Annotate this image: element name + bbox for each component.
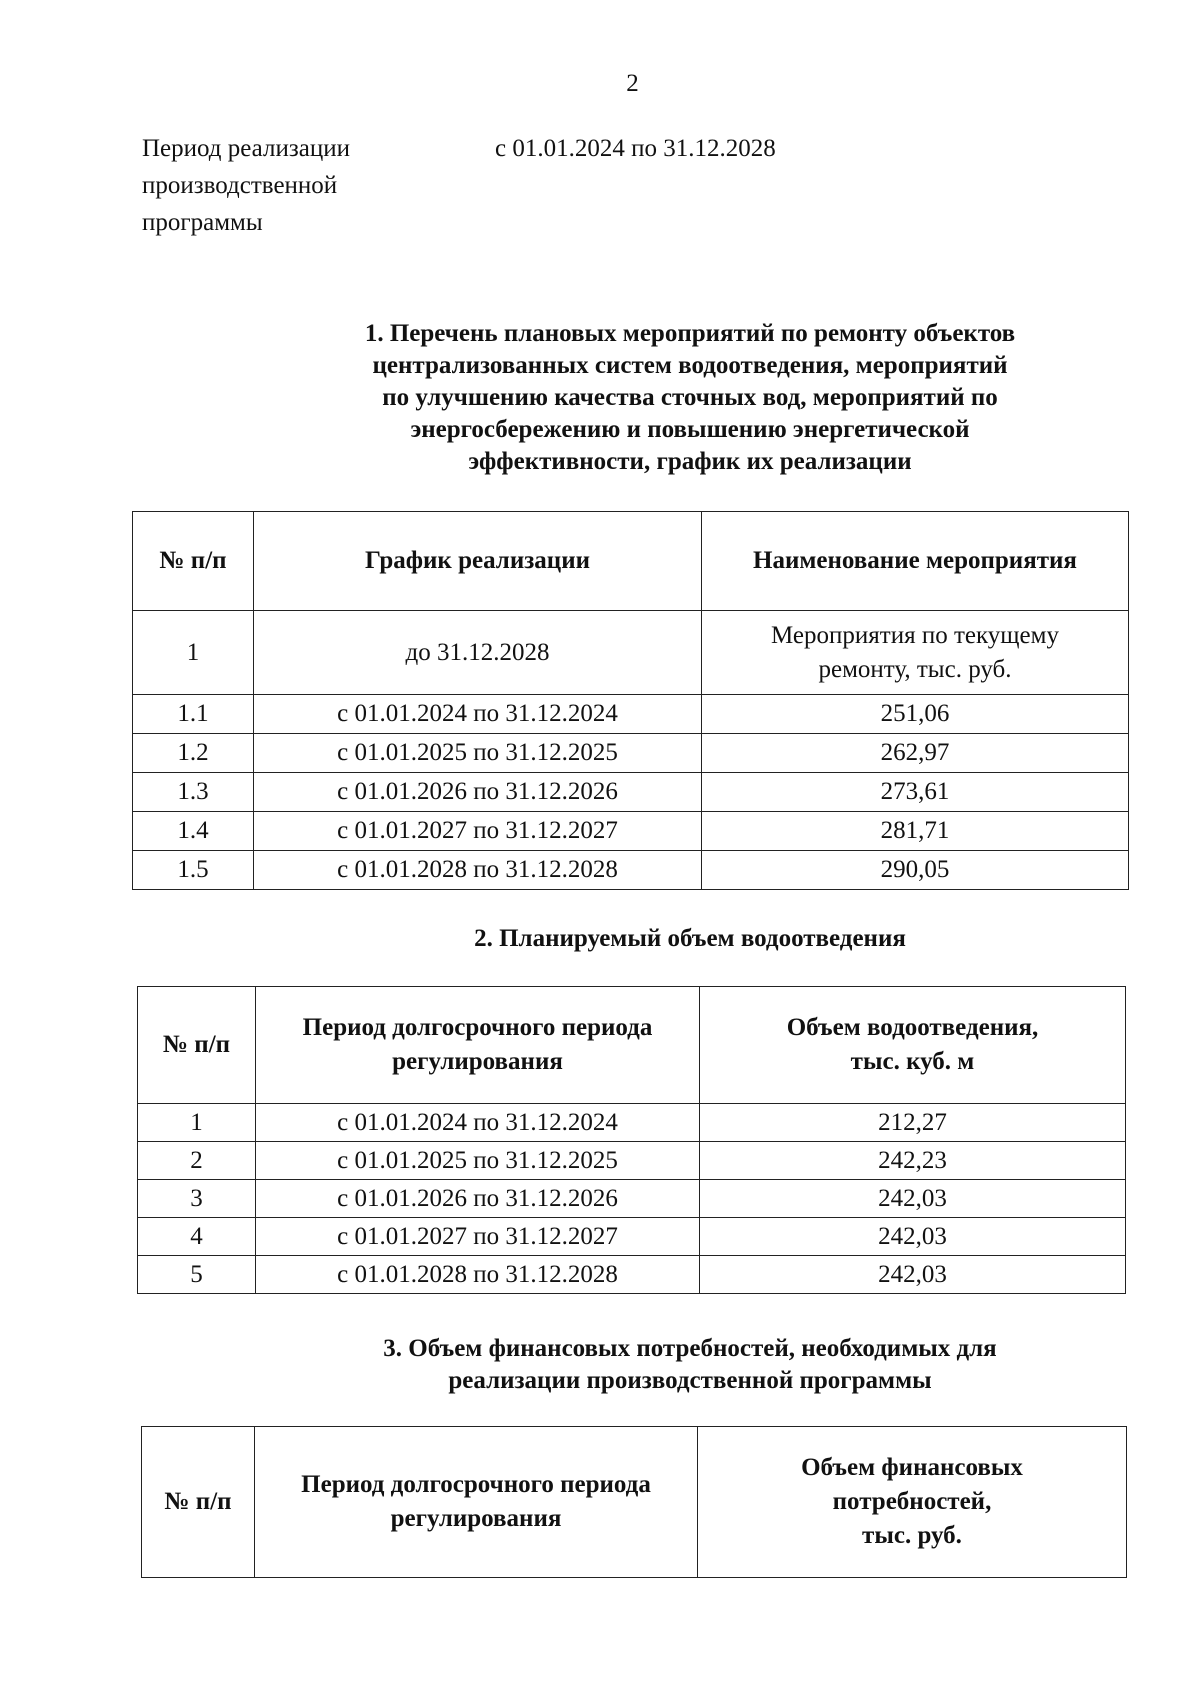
header-volume xyxy=(700,987,1126,1104)
table-row xyxy=(138,1256,1126,1294)
section3-title-line: реализации производственной программы xyxy=(448,1367,932,1394)
row-value: 242,23 xyxy=(700,1142,1126,1180)
row-num: 1.4 xyxy=(133,812,254,851)
section3-title xyxy=(120,1333,1200,1397)
table-row xyxy=(138,1218,1126,1256)
header-num: № п/п xyxy=(142,1427,255,1578)
row-event-name xyxy=(702,611,1129,695)
table-row xyxy=(133,734,1129,773)
section1-title-line: централизованных систем водоотведения, мероприятий xyxy=(372,352,1008,379)
header-period-line: Период долгосрочного периода xyxy=(302,1014,653,1041)
header-period xyxy=(256,987,700,1104)
section1-title-line: энергосбережению и повышению энергетической xyxy=(410,416,970,443)
row-num: 1 xyxy=(133,611,254,695)
row-schedule: с 01.01.2024 по 31.12.2024 xyxy=(254,695,702,734)
section2-table xyxy=(137,986,1126,1294)
table-header-row xyxy=(138,987,1126,1104)
row-schedule: с 01.01.2026 по 31.12.2026 xyxy=(254,773,702,812)
row-value: 251,06 xyxy=(702,695,1129,734)
header-volume-line: Объем водоотведения, xyxy=(786,1014,1039,1041)
header-period-line: регулирования xyxy=(390,1505,562,1532)
table-header-row xyxy=(142,1427,1127,1578)
row-value: 242,03 xyxy=(700,1218,1126,1256)
header-finance xyxy=(698,1427,1127,1578)
row-num: 1.1 xyxy=(133,695,254,734)
period-label-line: программы xyxy=(142,209,263,236)
period-label-line: производственной xyxy=(142,172,338,199)
row-value: 273,61 xyxy=(702,773,1129,812)
section3-table xyxy=(141,1426,1127,1578)
row-num: 1.5 xyxy=(133,851,254,890)
section1-title-line: по улучшению качества сточных вод, мероприятий по xyxy=(382,384,998,411)
page-number: 2 xyxy=(626,70,639,97)
row-value: 212,27 xyxy=(700,1104,1126,1142)
table-row xyxy=(133,851,1129,890)
event-name-line: Мероприятия по текущему xyxy=(771,621,1059,649)
row-num: 1.2 xyxy=(133,734,254,773)
header-num: № п/п xyxy=(133,512,254,611)
row-schedule: с 01.01.2025 по 31.12.2025 xyxy=(254,734,702,773)
section2-title-line: 2. Планируемый объем водоотведения xyxy=(474,925,906,952)
row-num: 1.3 xyxy=(133,773,254,812)
row-schedule: до 31.12.2028 xyxy=(254,611,702,695)
section1-title-line: эффективности, график их реализации xyxy=(468,448,912,475)
period-value: с 01.01.2024 по 31.12.2028 xyxy=(495,135,776,162)
table-row xyxy=(133,695,1129,734)
header-num: № п/п xyxy=(138,987,256,1104)
row-num: 5 xyxy=(138,1256,256,1294)
table-header-row xyxy=(133,512,1129,611)
header-finance-line: потребностей, xyxy=(832,1488,992,1515)
row-num: 4 xyxy=(138,1218,256,1256)
row-value: 262,97 xyxy=(702,734,1129,773)
period-label xyxy=(142,130,350,241)
section3-title-line: 3. Объем финансовых потребностей, необходимых для xyxy=(383,1335,997,1362)
header-volume-line: тыс. куб. м xyxy=(850,1048,975,1075)
header-finance-line: тыс. руб. xyxy=(862,1522,962,1549)
row-schedule: с 01.01.2028 по 31.12.2028 xyxy=(254,851,702,890)
table-row xyxy=(133,611,1129,695)
row-value: 290,05 xyxy=(702,851,1129,890)
event-name-line: ремонту, тыс. руб. xyxy=(818,655,1012,683)
row-num: 2 xyxy=(138,1142,256,1180)
row-value: 281,71 xyxy=(702,812,1129,851)
section2-title xyxy=(120,923,1200,955)
section1-title xyxy=(120,318,1200,478)
header-period xyxy=(255,1427,698,1578)
table-row xyxy=(133,812,1129,851)
section1-table xyxy=(132,511,1129,890)
table-row xyxy=(138,1142,1126,1180)
header-period-line: регулирования xyxy=(392,1048,563,1075)
row-period: с 01.01.2024 по 31.12.2024 xyxy=(256,1104,700,1142)
header-period-line: Период долгосрочного периода xyxy=(301,1471,651,1498)
row-num: 1 xyxy=(138,1104,256,1142)
row-period: с 01.01.2027 по 31.12.2027 xyxy=(256,1218,700,1256)
row-schedule: с 01.01.2027 по 31.12.2027 xyxy=(254,812,702,851)
table-row xyxy=(138,1104,1126,1142)
row-value: 242,03 xyxy=(700,1180,1126,1218)
table-row xyxy=(133,773,1129,812)
period-label-line: Период реализации xyxy=(142,135,350,162)
section1-title-line: 1. Перечень плановых мероприятий по ремонту объектов xyxy=(364,320,1016,347)
row-num: 3 xyxy=(138,1180,256,1218)
row-period: с 01.01.2028 по 31.12.2028 xyxy=(256,1256,700,1294)
row-value: 242,03 xyxy=(700,1256,1126,1294)
header-event-name: Наименование мероприятия xyxy=(702,512,1129,611)
table-row xyxy=(138,1180,1126,1218)
row-period: с 01.01.2025 по 31.12.2025 xyxy=(256,1142,700,1180)
header-finance-line: Объем финансовых xyxy=(801,1454,1023,1481)
row-period: с 01.01.2026 по 31.12.2026 xyxy=(256,1180,700,1218)
header-schedule: График реализации xyxy=(254,512,702,611)
